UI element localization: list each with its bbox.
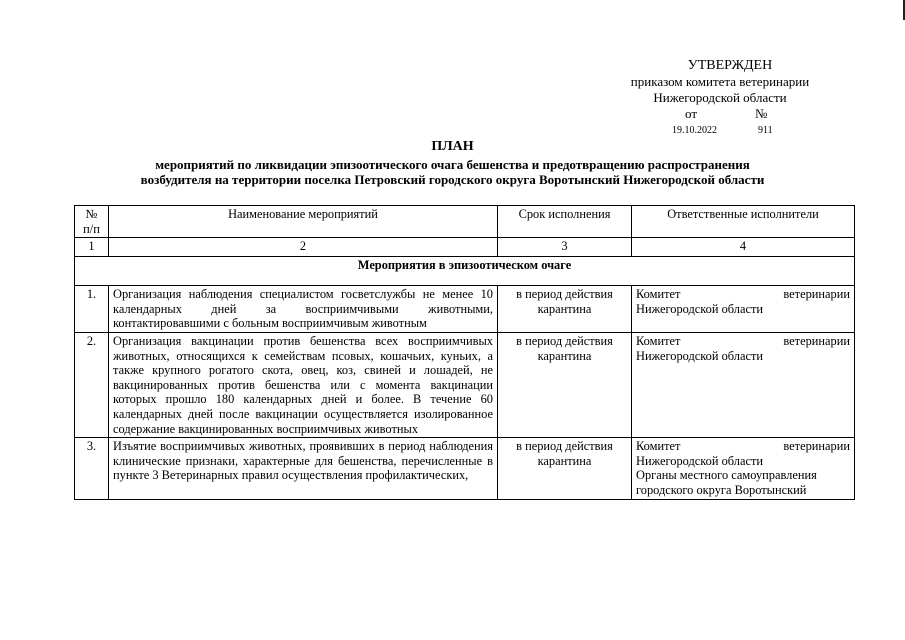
approval-from-label: от bbox=[685, 106, 698, 121]
approval-block bbox=[600, 58, 840, 136]
header-number-line-1: № bbox=[85, 207, 98, 221]
row-term: в период действия карантина bbox=[498, 332, 632, 437]
responsible-line: Нижегородской области bbox=[636, 348, 764, 363]
table-row bbox=[75, 286, 855, 333]
header-term: Срок исполнения bbox=[498, 206, 632, 238]
header-name: Наименование мероприятий bbox=[109, 206, 498, 238]
approval-date: 19.10.2022 bbox=[672, 125, 717, 136]
row-text-content: Изъятие восприимчивых животных, проявивших в период наблюдения клинические признаки, характерные для бешенства, перечисленные в пункте 3 Ветеринарных правил осуществления профилактических, bbox=[113, 439, 493, 483]
responsible-line: Нижегородской области bbox=[636, 301, 764, 316]
approval-values bbox=[600, 122, 840, 136]
row-index: 2. bbox=[75, 332, 109, 437]
approval-line-2: Нижегородской области bbox=[653, 90, 787, 105]
plan-subtitle-line-2: возбудителя на территории поселка Петровский городского округа Воротынский Нижегородской области bbox=[140, 172, 765, 187]
responsible-line: Органы местного самоуправления bbox=[636, 468, 817, 483]
header-number bbox=[75, 206, 109, 238]
approval-number-label: № bbox=[755, 106, 768, 121]
column-number-row bbox=[75, 238, 855, 257]
approval-line-1: приказом комитета ветеринарии bbox=[630, 74, 810, 89]
responsible-line: городского округа Воротынский bbox=[636, 482, 807, 497]
header-responsible: Ответственные исполнители bbox=[632, 206, 855, 238]
row-term: в период действия карантина bbox=[498, 438, 632, 499]
section-title: Мероприятия в эпизоотическом очаге bbox=[75, 257, 855, 286]
responsible-word: Комитет bbox=[636, 287, 681, 302]
row-index: 1. bbox=[75, 286, 109, 333]
row-term: в период действия карантина bbox=[498, 286, 632, 333]
responsible-word: ветеринарии bbox=[783, 333, 850, 348]
column-number: 4 bbox=[632, 238, 855, 257]
header-number-line-2: п/п bbox=[83, 221, 100, 236]
row-responsible bbox=[632, 286, 855, 333]
row-responsible bbox=[632, 438, 855, 499]
responsible-line bbox=[636, 439, 850, 454]
responsible-line bbox=[636, 287, 850, 302]
row-text: Организация наблюдения специалистом госветслужбы не менее 10 календарных дней за восприимчивыми животными, контактировавшими с больным восприимчивым животным bbox=[109, 286, 498, 333]
approval-heading: УТВЕРЖДЕН bbox=[687, 58, 773, 73]
plan-title: ПЛАН bbox=[431, 139, 474, 154]
column-number: 1 bbox=[75, 238, 109, 257]
column-number: 2 bbox=[109, 238, 498, 257]
row-text bbox=[109, 438, 498, 499]
plan-subtitle-line-1: мероприятий по ликвидации эпизоотического очага бешенства и предотвращению распространения bbox=[155, 157, 750, 172]
plan-table bbox=[74, 205, 855, 500]
table-header-row bbox=[75, 206, 855, 238]
table-row bbox=[75, 332, 855, 437]
responsible-word: Комитет bbox=[636, 333, 681, 348]
responsible-line: Нижегородской области bbox=[636, 453, 764, 468]
approval-number: 911 bbox=[758, 125, 773, 136]
row-index: 3. bbox=[75, 438, 109, 499]
table-row bbox=[75, 438, 855, 499]
section-row bbox=[75, 257, 855, 286]
column-number: 3 bbox=[498, 238, 632, 257]
responsible-line bbox=[636, 334, 850, 349]
approval-order-line bbox=[600, 106, 840, 122]
responsible-word: Комитет bbox=[636, 439, 681, 454]
row-text: Организация вакцинации против бешенства всех восприимчивых животных, относящихся к семействам псовых, кошачьих, куньих, а также крупного рогатого скота, овец, коз, свиней и лошадей, не вакцинированных против бешенства или с момента вакцинации которых прошло 180 календарных дней и более. В течение 60 календарных дней после вакцинации осуществляется изолированное содержание вакцинированных восприимчивых животных bbox=[109, 332, 498, 437]
responsible-word: ветеринарии bbox=[783, 287, 850, 302]
row-responsible bbox=[632, 332, 855, 437]
responsible-word: ветеринарии bbox=[783, 439, 850, 454]
